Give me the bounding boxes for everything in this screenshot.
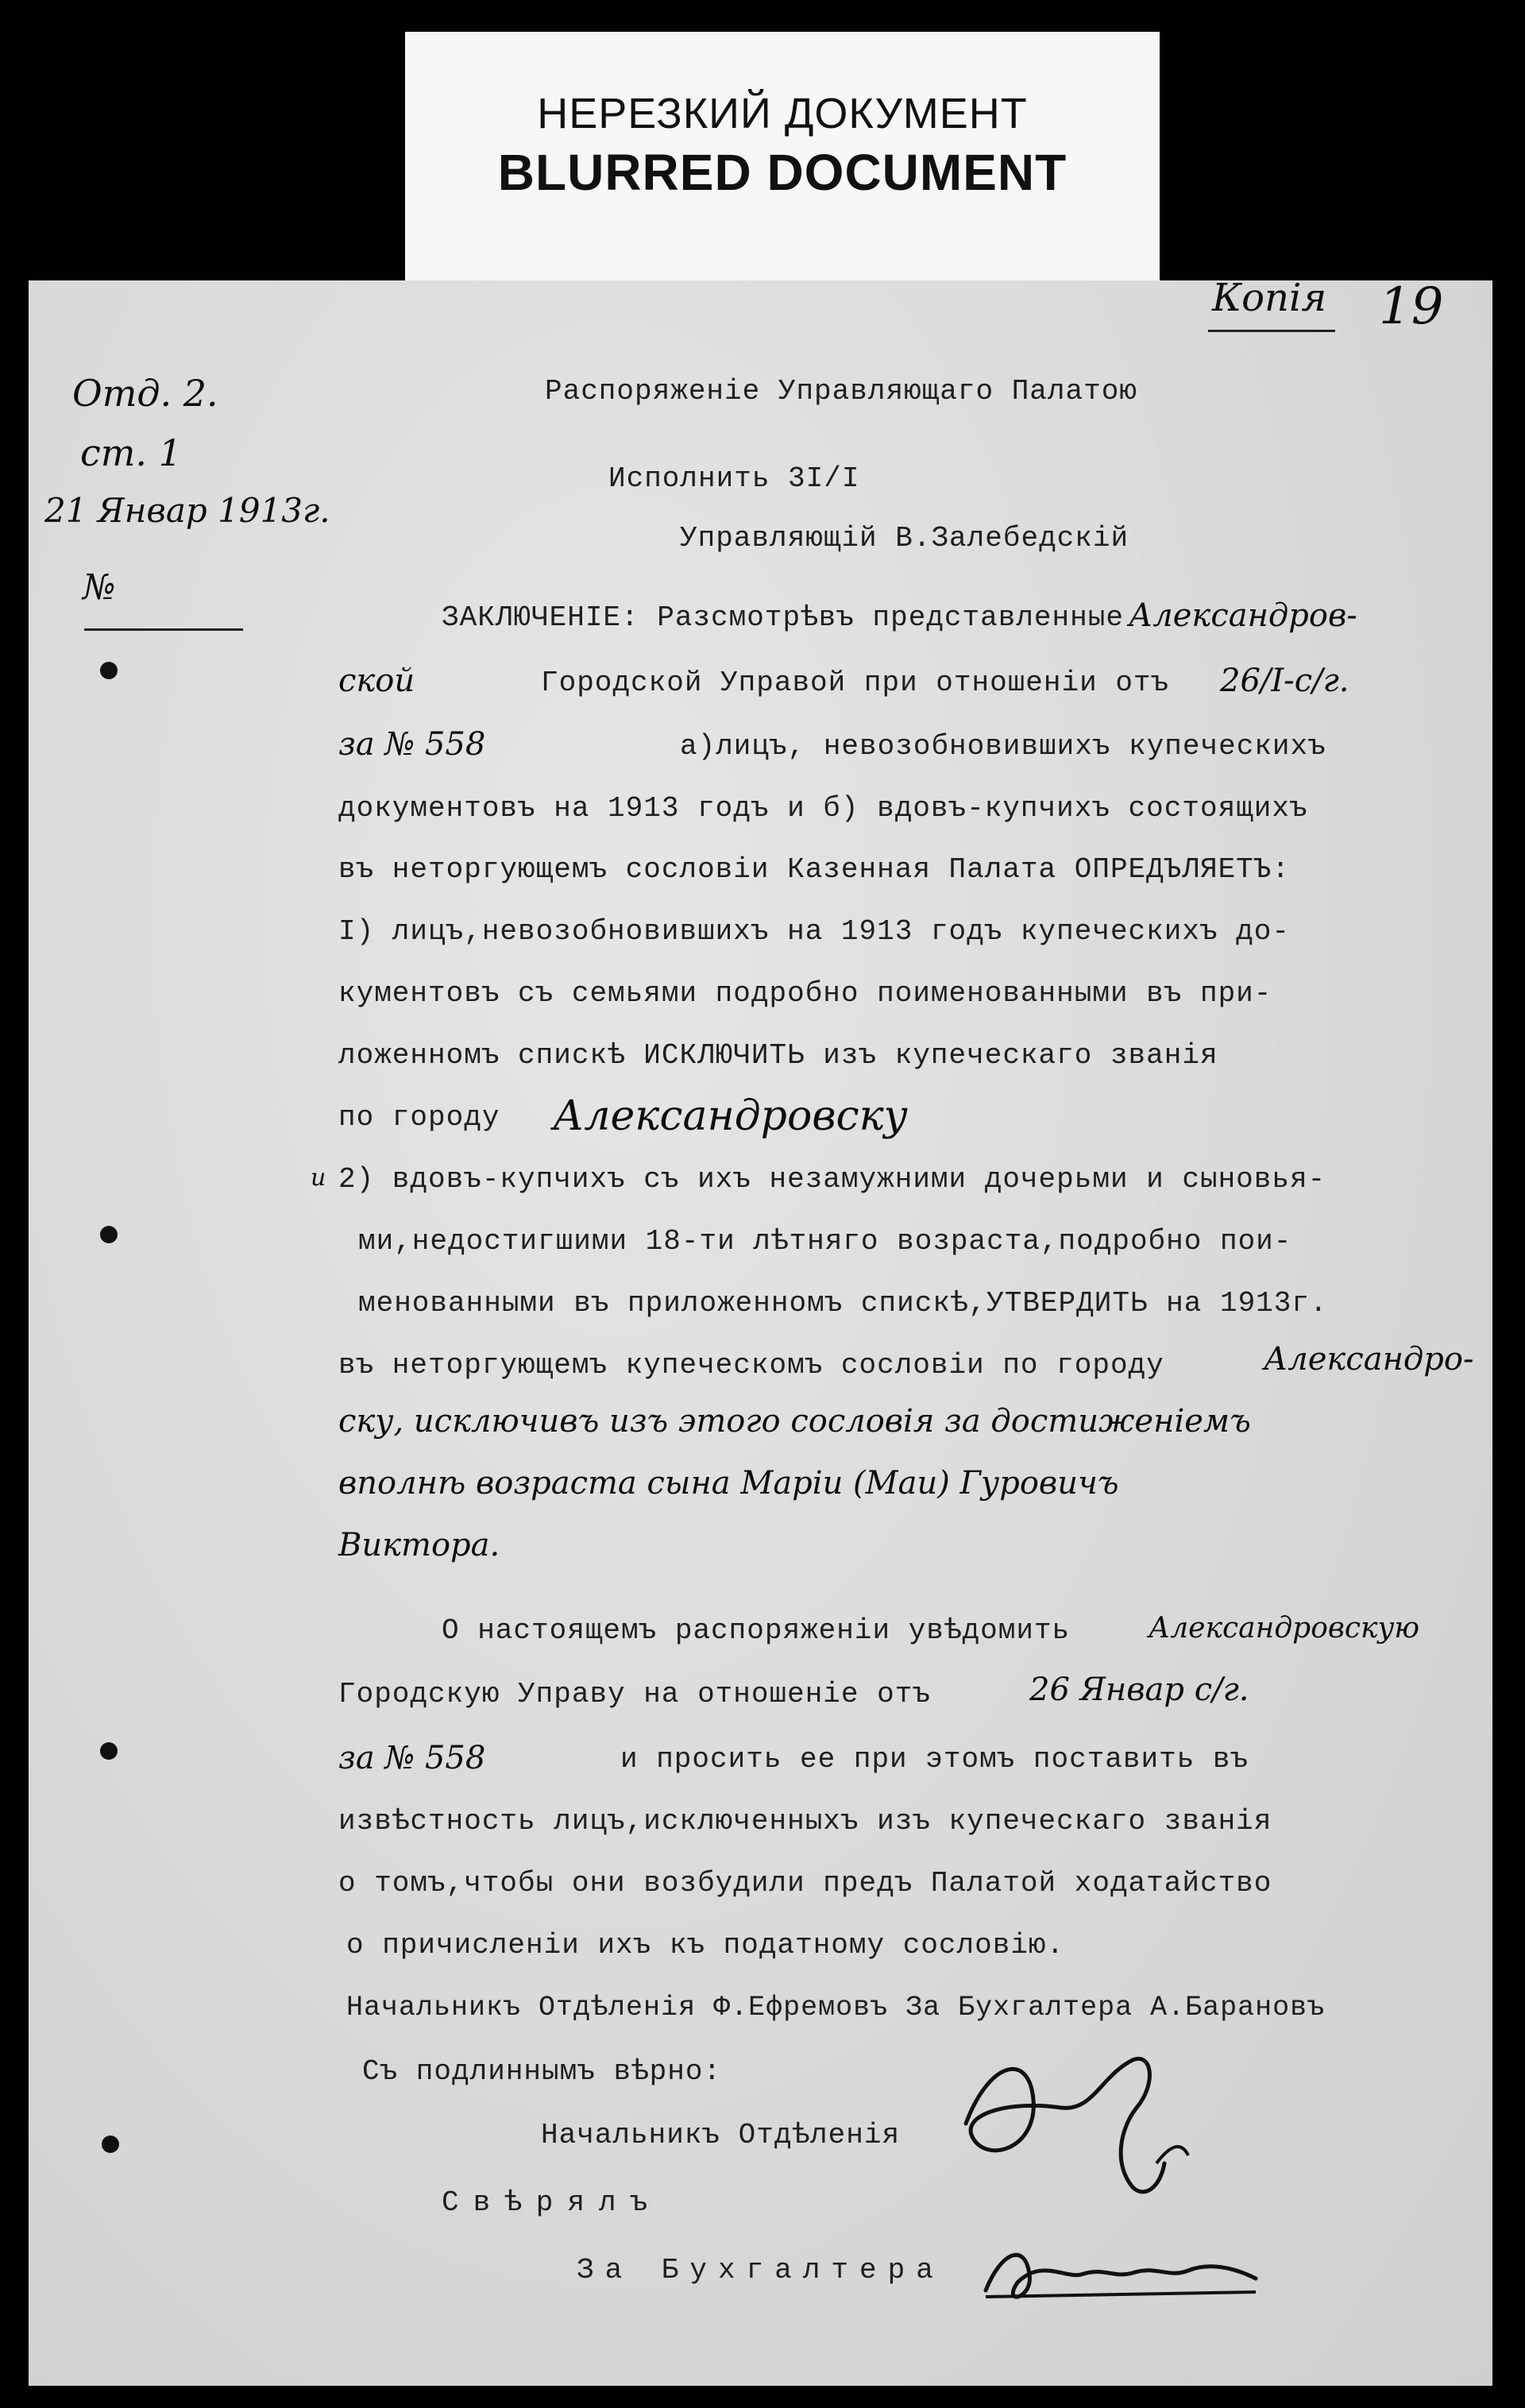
body-line: кументовъ съ семьями подробно поименованными въ при- <box>338 977 1272 1010</box>
execute-line: Исполнить 3I/I <box>608 462 860 495</box>
handwritten-insert: Александровскую <box>1149 1612 1420 1645</box>
notice-line: О настоящемъ распоряженіи увѣдомить <box>442 1614 1071 1647</box>
handwritten-insert: 26 Январ с/г. <box>1029 1672 1249 1708</box>
copy-note: Копія <box>1212 280 1327 320</box>
body-line: въ неторгующемъ купеческомъ сословіи по городу <box>338 1349 1164 1382</box>
signature-accountant <box>970 2203 1272 2330</box>
body-line: I) лицъ,невозобновившихъ на 1913 годъ купеческихъ до- <box>338 915 1290 948</box>
body-line: 2) вдовъ-купчихъ съ ихъ незамужними дочерьми и сыновья- <box>338 1163 1326 1196</box>
punch-hole <box>102 2136 119 2153</box>
body-line: документовъ на 1913 годъ и б) вдовъ-купчихъ состоящихъ <box>338 792 1308 825</box>
handwritten-insert: Александровску <box>553 1092 908 1140</box>
body-line: въ неторгующемъ сословіи Казенная Палата ОПРЕДЪЛЯЕТЪ: <box>338 853 1290 886</box>
document-sheet <box>29 280 1492 2386</box>
margin-table: ст. 1 <box>80 431 182 474</box>
handwritten-insert: за № 558 <box>338 726 486 763</box>
manager-line: Управляющій В.Залебедскій <box>680 522 1129 555</box>
notice-line: Городскую Управу на отношеніе отъ <box>338 1678 931 1710</box>
margin-date: 21 Январ 1913г. <box>44 491 330 530</box>
margin-number: № <box>83 567 116 608</box>
label-title-ru: НЕРЕЗКИЙ ДОКУМЕНТ <box>537 90 1028 137</box>
handwritten-insert: 26/I-с/г. <box>1220 663 1349 699</box>
head-of-section: Начальникъ Отдѣленія <box>541 2119 901 2151</box>
handwritten-insert: вполнѣ возраста сына Марiи (Маи) Гуровичъ <box>338 1465 1119 1502</box>
checked-by: Свѣрялъ <box>442 2186 662 2219</box>
signature-head <box>942 2028 1204 2211</box>
handwritten-insert: и <box>311 1164 326 1192</box>
handwritten-insert: за № 558 <box>338 1740 486 1776</box>
punch-hole <box>100 1742 118 1760</box>
blurred-document-label <box>405 32 1160 284</box>
page-number: 19 <box>1379 280 1444 336</box>
copy-underline <box>1208 330 1335 332</box>
accountant-line: За Бухгалтера <box>577 2254 944 2286</box>
notice-line: о причисленіи ихъ къ податному сословію. <box>346 1929 1065 1962</box>
margin-number-line <box>84 628 243 631</box>
handwritten-insert: Виктора. <box>338 1527 500 1563</box>
body-line: ми,недостигшими 18-ти лѣтняго возраста,подробно пои- <box>358 1225 1292 1258</box>
notice-line: извѣстность лицъ,исключенныхъ изъ купеческаго званія <box>338 1805 1272 1838</box>
body-line: менованными въ приложенномъ спискѣ,УТВЕРДИТЬ на 1913г. <box>358 1287 1328 1320</box>
handwritten-insert: ску, исключивъ изъ этого сословія за достиженіемъ <box>338 1403 1251 1440</box>
body-line: ЗАКЛЮЧЕНІЕ: Разсмотрѣвъ представленные <box>442 601 1124 634</box>
label-title-en: BLURRED DOCUMENT <box>497 144 1068 201</box>
notice-line: и просить ее при этомъ поставить въ <box>620 1743 1249 1776</box>
body-line: по городу <box>338 1101 500 1134</box>
order-title: Распоряженіе Управляющаго Палатою <box>545 375 1137 408</box>
body-line: ложенномъ спискѣ ИСКЛЮЧИТЬ изъ купеческаго званія <box>338 1039 1218 1072</box>
signatories-line: Начальникъ Отдѣленія Ф.Ефремовъ За Бухгалтера А.Барановъ <box>346 1992 1326 2023</box>
handwritten-insert: ской <box>338 663 415 699</box>
handwritten-insert: Александров- <box>1129 597 1357 634</box>
handwritten-insert: Александро- <box>1264 1341 1474 1378</box>
margin-dept: Отд. 2. <box>72 372 218 415</box>
notice-line: о томъ,чтобы они возбудили предъ Палатой ходатайство <box>338 1867 1272 1900</box>
punch-hole <box>100 1226 118 1243</box>
punch-hole <box>100 662 118 679</box>
body-line: а)лицъ, невозобновившихъ купеческихъ <box>680 730 1326 763</box>
verified-line: Съ подлиннымъ вѣрно: <box>362 2055 722 2088</box>
body-line: Городской Управой при отношеніи отъ <box>541 667 1170 699</box>
